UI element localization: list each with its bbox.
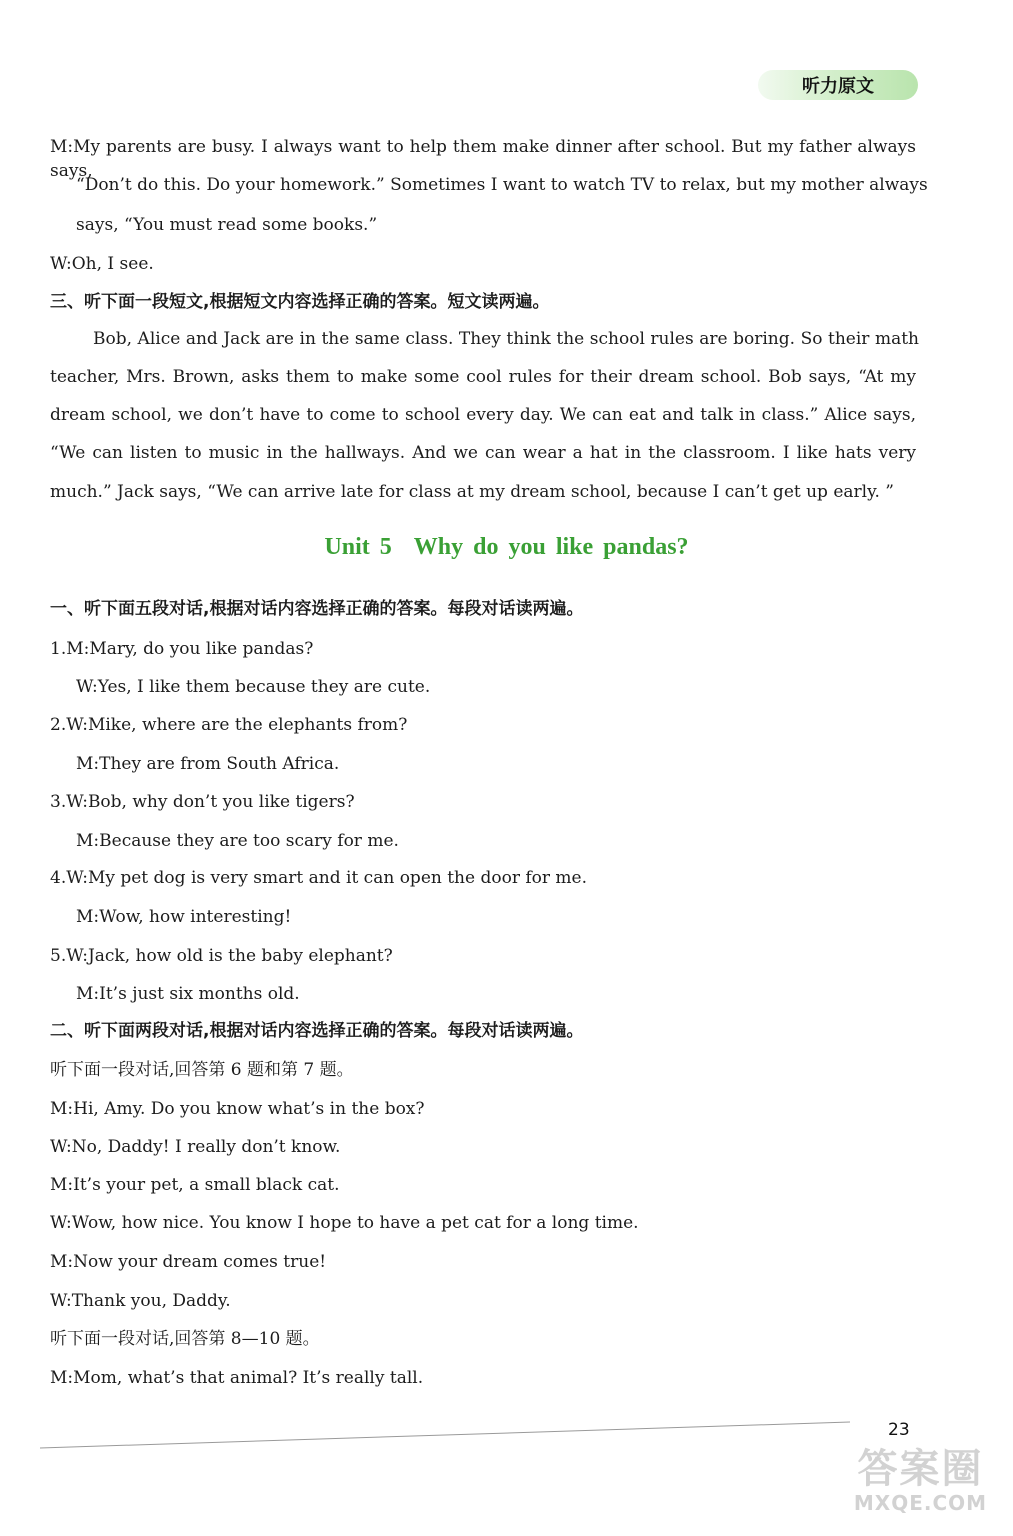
question-line: 3.W:Bob, why don’t you like tigers?	[50, 792, 355, 812]
unit-number: Unit 5	[324, 534, 392, 560]
unit-name: Why do you like pandas?	[413, 534, 689, 560]
question-line: 2.W:Mike, where are the elephants from?	[50, 715, 408, 735]
answer-line: M:Because they are too scary for me.	[76, 831, 399, 851]
passage-line: teacher, Mrs. Brown, asks them to make some cool rules for their dream school. Bob says, “At my	[50, 367, 916, 387]
answer-line: M:Wow, how interesting!	[76, 907, 292, 927]
dialogue-intro: 听下面一段对话,回答第 8—10 题。	[50, 1329, 320, 1349]
dialogue-line: says, “You must read some books.”	[76, 215, 378, 235]
section-tag: 听力原文	[758, 70, 918, 100]
dialogue-line: W:Wow, how nice. You know I hope to have a pet cat for a long time.	[50, 1213, 639, 1233]
passage-line: dream school, we don’t have to come to school every day. We can eat and talk in class.” Alice says,	[50, 405, 916, 425]
section-heading: 三、听下面一段短文,根据短文内容选择正确的答案。短文读两遍。	[50, 292, 550, 312]
footer-rule	[40, 1418, 850, 1450]
passage-line: Bob, Alice and Jack are in the same class. They think the school rules are boring. So their math	[93, 329, 919, 349]
dialogue-line: “Don’t do this. Do your homework.” Sometimes I want to watch TV to relax, but my mother always	[76, 175, 928, 195]
watermark-logo: 答案圈	[857, 1446, 984, 1492]
answer-line: M:They are from South Africa.	[76, 754, 340, 774]
watermark	[838, 1446, 1003, 1514]
dialogue-line: W:Oh, I see.	[50, 254, 154, 274]
dialogue-line: M:Mom, what’s that animal? It’s really tall.	[50, 1368, 424, 1388]
dialogue-line: M:My parents are busy. I always want to help them make dinner after school. But my father always says,	[50, 137, 916, 181]
watermark-url: MXQE.COM	[853, 1491, 988, 1515]
dialogue-line: M:Now your dream comes true!	[50, 1252, 327, 1272]
passage-line: much.” Jack says, “We can arrive late for class at my dream school, because I can’t get up early. ”	[50, 482, 894, 502]
dialogue-line: W:No, Daddy! I really don’t know.	[50, 1137, 341, 1157]
answer-line: M:It’s just six months old.	[76, 984, 300, 1004]
question-line: 4.W:My pet dog is very smart and it can open the door for me.	[50, 868, 587, 888]
page-number: 23	[888, 1420, 910, 1440]
dialogue-line: M:Hi, Amy. Do you know what’s in the box?	[50, 1099, 425, 1119]
dialogue-line: W:Thank you, Daddy.	[50, 1291, 231, 1311]
unit-title	[0, 534, 1013, 561]
section-heading: 二、听下面两段对话,根据对话内容选择正确的答案。每段对话读两遍。	[50, 1021, 584, 1041]
passage-line: “We can listen to music in the hallways. And we can wear a hat in the classroom. I like hats very	[50, 443, 916, 463]
section-heading: 一、听下面五段对话,根据对话内容选择正确的答案。每段对话读两遍。	[50, 599, 584, 619]
dialogue-intro: 听下面一段对话,回答第 6 题和第 7 题。	[50, 1060, 354, 1080]
answer-line: W:Yes, I like them because they are cute.	[76, 677, 431, 697]
dialogue-line: M:It’s your pet, a small black cat.	[50, 1175, 340, 1195]
question-line: 1.M:Mary, do you like pandas?	[50, 639, 314, 659]
question-line: 5.W:Jack, how old is the baby elephant?	[50, 946, 393, 966]
